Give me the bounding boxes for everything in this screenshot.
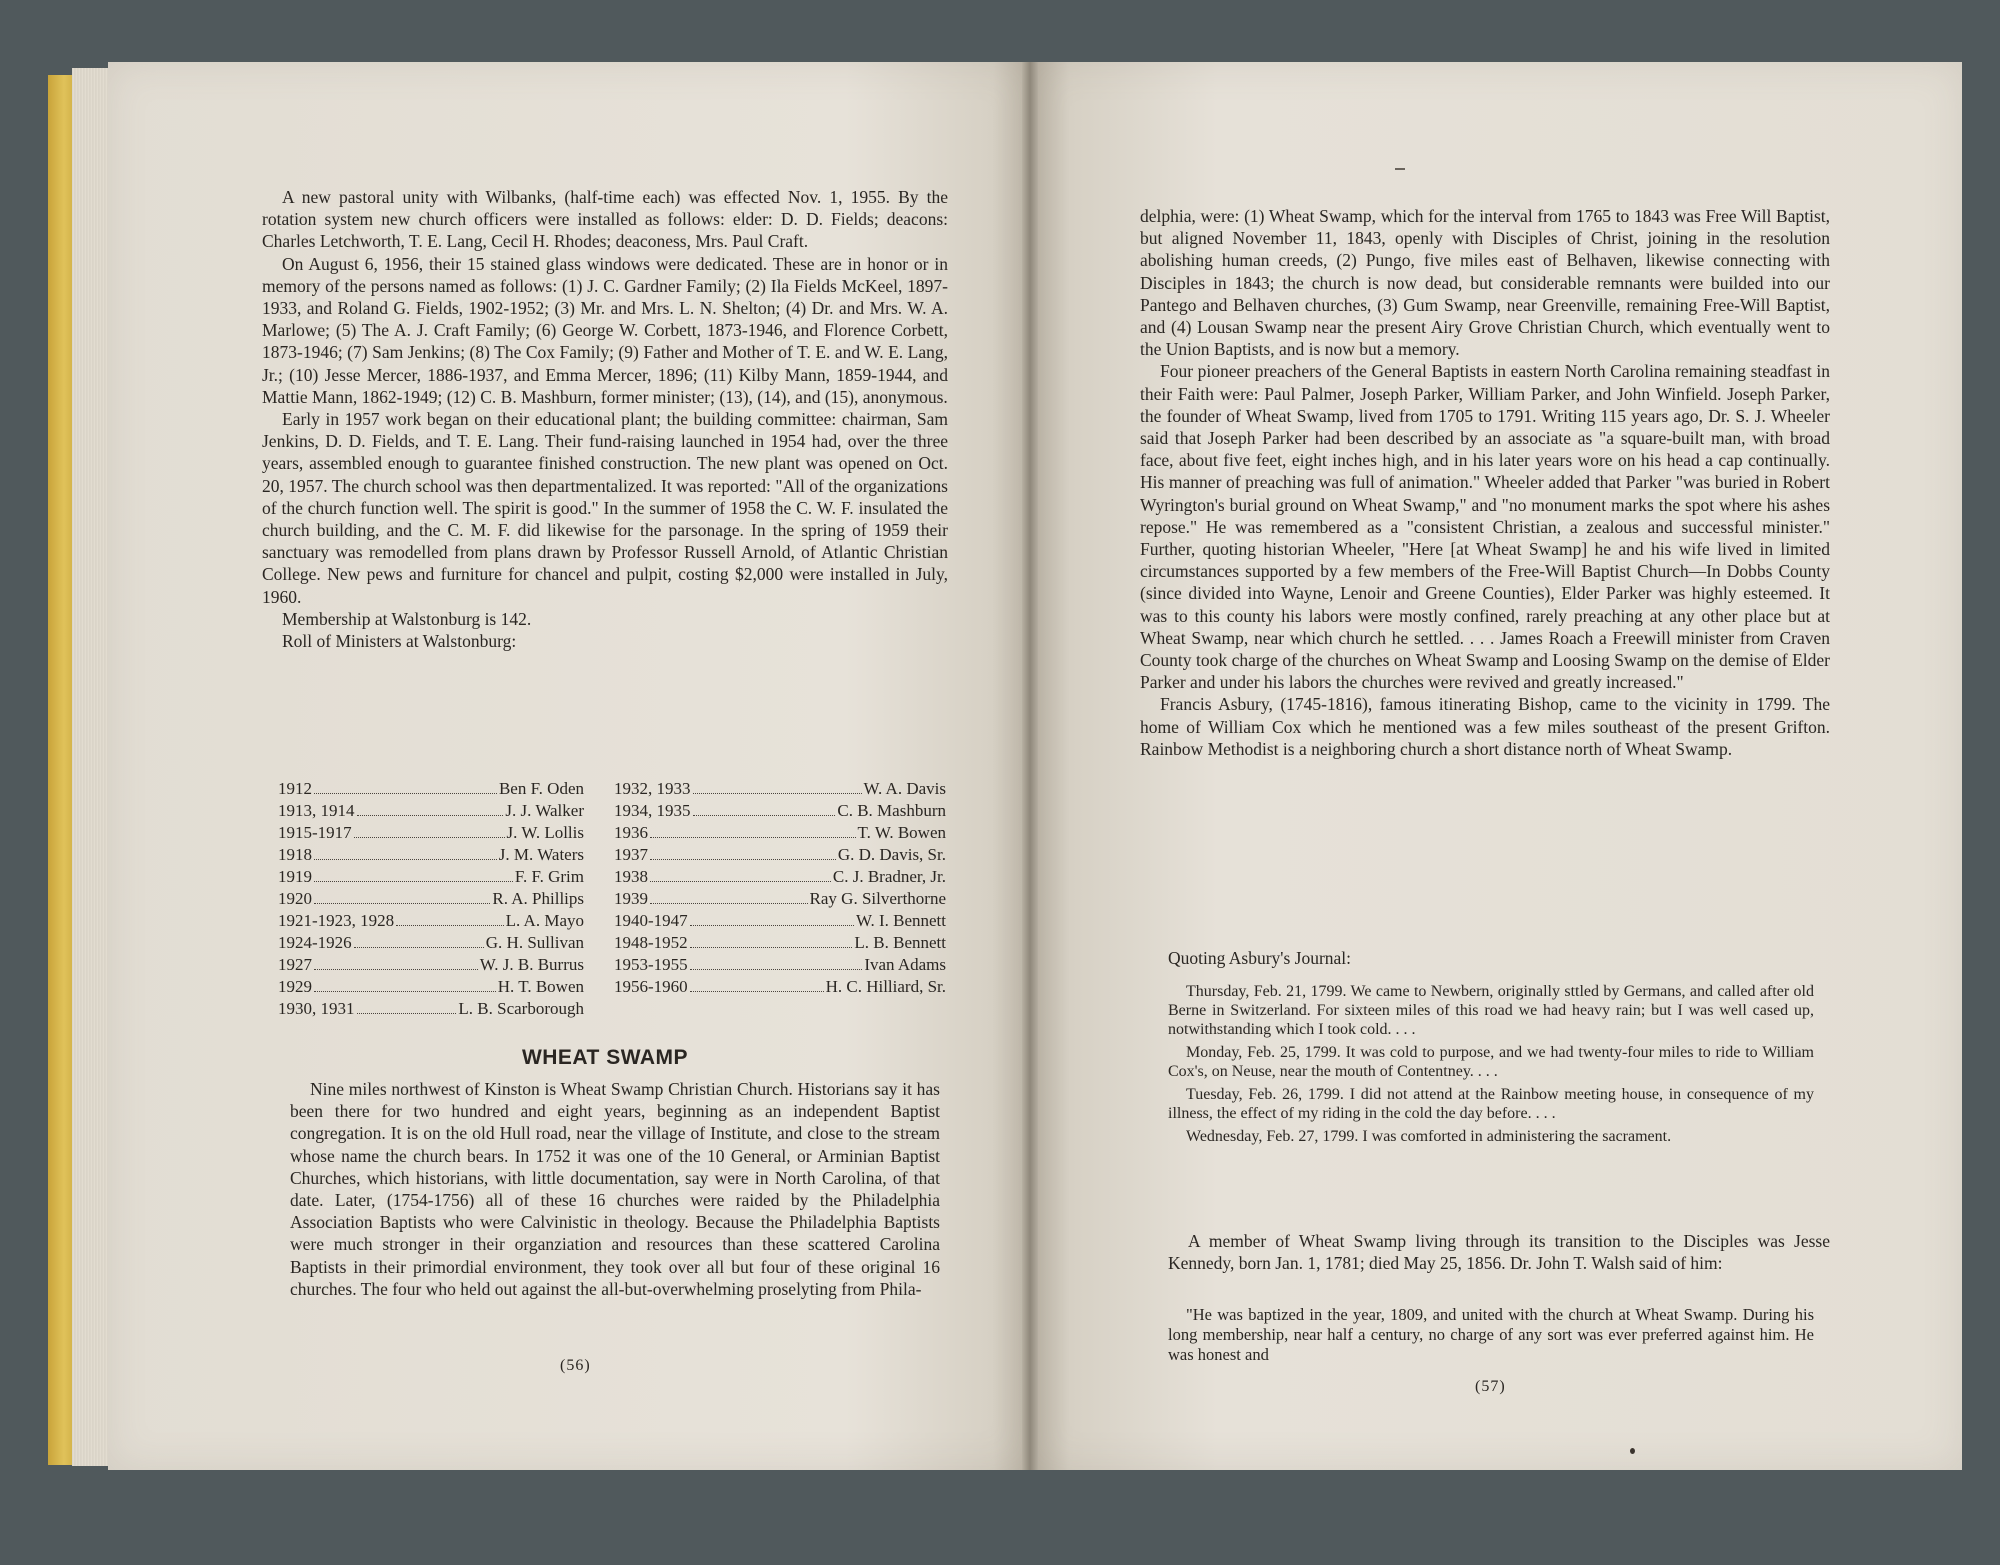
roll-minister: F. F. Grim [514, 867, 584, 886]
journal-entry: Thursday, Feb. 21, 1799. We came to Newbern, originally sttled by Germans, and called after old Berne in Switzerland. For sixteen miles of this road we had heavy rain; but I was well cased up, notwithstanding which I took cold. . . . [1168, 983, 1814, 1038]
roll-row [614, 954, 946, 976]
leader-dots [693, 793, 862, 794]
leader-dots [354, 947, 484, 948]
roll-minister: T. W. Bowen [857, 823, 946, 842]
roll-column-left [278, 778, 584, 1020]
leader-dots [690, 991, 824, 992]
roll-row [614, 844, 946, 866]
journal-entry: Monday, Feb. 25, 1799. It was cold to purpose, and we had twenty-four miles to ride to William Cox's, on Neuse, near the mouth of Contentney. . . . [1168, 1044, 1814, 1080]
roll-minister: C. J. Bradner, Jr. [832, 867, 946, 886]
roll-years: 1934, 1935 [614, 801, 691, 820]
roll-row [278, 998, 584, 1020]
roll-row [278, 866, 584, 888]
roll-row [278, 976, 584, 998]
paragraph: A new pastoral unity with Wilbanks, (half-time each) was effected Nov. 1, 1955. By the rotation system new church officers were installed as follows: elder: D. D. Fields; deacons: Charles Letchworth, T. E. Lang, Cecil H. Rhodes; deaconess, Mrs. Paul Craft. [262, 187, 948, 252]
paragraph: On August 6, 1956, their 15 stained glass windows were dedicated. These are in honor or in memory of the persons named as follows: (1) J. C. Gardner Family; (2) Ila Fields McKeel, 1897-1933, and Roland G. Fields, 1902-1952; (3) Mr. and Mrs. L. N. Shelton; (4) Dr. and Mrs. W. A. Marlowe; (5) The A. J. Craft Family; (6) George W. Corbett, 1873-1946, and Florence Corbett, 1873-1946; (7) Sam Jenkins; (8) The Cox Family; (9) Father and Mother of T. E. and W. E. Lang, Jr.; (10) Jesse Mercer, 1886-1937, and Emma Mercer, 1896; (11) Kilby Mann, 1859-1944, and Mattie Mann, 1862-1949; (12) C. B. Mashburn, former minister; (13), (14), and (15), anonymous. [262, 253, 948, 407]
roll-row [278, 822, 584, 844]
paragraph: Nine miles northwest of Kinston is Wheat Swamp Christian Church. Historians say it has been there for two hundred and eight years, beginning as an independent Baptist congregation. It is on the old Hull road, near the village of Institute, and close to the stream whose name the church bears. In 1752 it was one of the 10 General, or Arminian Baptist Churches, which historians, with little documentation, say were in North Carolina, of that date. Later, (1754-1756) all of these 16 churches were raided by the Philadelphia Association Baptists who were Calvinistic in theology. Because the Philadelphia Baptists were much stronger in their organziation and resources than these scattered Carolina Baptists in their primordial environment, they took over all but four of these original 16 churches. The four who held out against the all-but-overwhelming proselyting from Phila- [290, 1079, 940, 1299]
roll-years: 1937 [614, 845, 648, 864]
roll-years: 1912 [278, 779, 312, 798]
roll-minister: H. C. Hilliard, Sr. [825, 977, 946, 996]
leader-dots [650, 859, 836, 860]
roll-row [278, 932, 584, 954]
leader-dots [693, 815, 836, 816]
roll-minister: L. A. Mayo [505, 911, 584, 930]
leader-dots [396, 925, 503, 926]
leader-dots [650, 881, 831, 882]
roll-years: 1924-1926 [278, 933, 352, 952]
roll-minister: W. I. Bennett [855, 911, 946, 930]
roll-years: 1953-1955 [614, 955, 688, 974]
roll-minister: L. B. Bennett [854, 933, 946, 952]
roll-row [278, 910, 584, 932]
roll-years: 1915-1917 [278, 823, 352, 842]
paragraph: "He was baptized in the year, 1809, and united with the church at Wheat Swamp. During his long membership, near half a century, no charge of any sort was ever preferred against him. He was honest and [1168, 1305, 1814, 1364]
leader-dots [314, 991, 496, 992]
roll-row [614, 866, 946, 888]
roll-row [614, 778, 946, 800]
page-number: (57) [1475, 1378, 1506, 1395]
roll-row [278, 800, 584, 822]
roll-years: 1919 [278, 867, 312, 886]
roll-years: 1920 [278, 889, 312, 908]
roll-years: 1932, 1933 [614, 779, 691, 798]
roll-title: Roll of Ministers at Walstonburg: [282, 631, 517, 652]
roll-minister: J. J. Walker [505, 801, 584, 820]
page-number: (56) [560, 1357, 591, 1374]
leader-dots [314, 903, 490, 904]
leader-dots [357, 815, 504, 816]
roll-years: 1948-1952 [614, 933, 688, 952]
roll-years: 1936 [614, 823, 648, 842]
roll-minister: J. M. Waters [498, 845, 584, 864]
quoting-label: Quoting Asbury's Journal: [1168, 948, 1352, 968]
leader-dots [690, 925, 854, 926]
journal-excerpt [1168, 982, 1814, 1150]
roll-years: 1929 [278, 977, 312, 996]
book-gutter [1022, 62, 1038, 1470]
roll-years: 1938 [614, 867, 648, 886]
leader-dots [314, 969, 478, 970]
paragraph: Early in 1957 work began on their educational plant; the building committee: chairman, Sam Jenkins, D. D. Fields, and T. E. Lang. Their fund-raising launched in 1954 had, over the three years, assembled enough to guarantee finished construction. The new plant was opened on Oct. 20, 1957. The church school was then departmentalized. It was reported: "All of the organizations of the church function well. The spirit is good." In the summer of 1958 the C. W. F. insulated the church building, and the C. M. F. did likewise for the parsonage. In the spring of 1959 their sanctuary was remodelled from plans drawn by Professor Russell Arnold, of Atlantic Christian College. New pews and furniture for chancel and pulpit, costing $2,000 were installed in July, 1960. [262, 409, 948, 607]
leader-dots [354, 837, 505, 838]
roll-row [614, 932, 946, 954]
leader-dots [690, 947, 853, 948]
roll-minister: Ray G. Silverthorne [809, 889, 946, 908]
leader-dots [650, 903, 808, 904]
walsh-quote [1168, 1305, 1814, 1365]
roll-row [614, 822, 946, 844]
roll-years: 1940-1947 [614, 911, 688, 930]
paragraph: Francis Asbury, (1745-1816), famous itinerating Bishop, came to the vicinity in 1799. The home of William Cox which he mentioned was a few miles southeast of the present Grifton. Rainbow Methodist is a neighboring church a short distance north of Wheat Swamp. [1140, 694, 1830, 759]
roll-minister: G. H. Sullivan [485, 933, 584, 952]
roll-row [614, 976, 946, 998]
roll-minister: J. W. Lollis [506, 823, 584, 842]
wheat-swamp-text [290, 1078, 940, 1300]
roll-column-right [614, 778, 946, 998]
roll-minister: W. A. Davis [863, 779, 946, 798]
roll-years: 1939 [614, 889, 648, 908]
journal-entry: Tuesday, Feb. 26, 1799. I did not attend at the Rainbow meeting house, in consequence of my illness, the effect of my riding in the cold the day before. . . . [1168, 1086, 1814, 1122]
roll-row [278, 954, 584, 976]
roll-years: 1956-1960 [614, 977, 688, 996]
roll-minister: G. D. Davis, Sr. [837, 845, 946, 864]
paragraph: Membership at Walstonburg is 142. [282, 608, 532, 629]
page-stack [72, 68, 112, 1466]
roll-years: 1921-1923, 1928 [278, 911, 395, 930]
leader-dots [357, 1013, 457, 1014]
roll-row [278, 844, 584, 866]
roll-minister: Ben F. Oden [498, 779, 584, 798]
roll-row [614, 910, 946, 932]
roll-row [278, 888, 584, 910]
roll-minister: Ivan Adams [864, 955, 946, 974]
roll-years: 1927 [278, 955, 312, 974]
leader-dots [314, 859, 497, 860]
leader-dots [314, 881, 513, 882]
paragraph: A member of Wheat Swamp living through its transition to the Disciples was Jesse Kennedy, born Jan. 1, 1781; died May 25, 1856. Dr. John T. Walsh said of him: [1168, 1231, 1830, 1274]
roll-years: 1913, 1914 [278, 801, 355, 820]
roll-row [614, 800, 946, 822]
leader-dots [314, 793, 497, 794]
journal-entry: Wednesday, Feb. 27, 1799. I was comforted in administering the sacrament. [1186, 1128, 1672, 1145]
roll-minister: W. J. B. Burrus [479, 955, 584, 974]
section-heading: WHEAT SWAMP [521, 1046, 689, 1069]
roll-years: 1918 [278, 845, 312, 864]
stray-mark [1395, 168, 1405, 170]
roll-years: 1930, 1931 [278, 999, 355, 1018]
ink-dot [1630, 1448, 1635, 1454]
right-page-text [1140, 205, 1830, 760]
roll-minister: L. B. Scarborough [458, 999, 584, 1018]
member-text [1168, 1230, 1830, 1274]
leader-dots [650, 837, 856, 838]
roll-minister: C. B. Mashburn [837, 801, 946, 820]
leader-dots [690, 969, 863, 970]
paragraph: delphia, were: (1) Wheat Swamp, which for the interval from 1765 to 1843 was Free Will Baptist, but aligned November 11, 1843, openly with Disciples of Christ, joining in the resolution abolishing human creeds, (2) Pungo, five miles east of Belhaven, likewise connecting with Disciples in 1843; the church is now dead, but considerable remnants were builded into our Pantego and Belhaven churches, (3) Gum Swamp, near Greenville, remaining Free-Will Baptist, and (4) Lousan Swamp near the present Airy Grove Christian Church, which eventually went to the Union Baptists, and is now but a memory. [1140, 206, 1830, 360]
roll-minister: H. T. Bowen [497, 977, 584, 996]
roll-row [278, 778, 584, 800]
roll-row [614, 888, 946, 910]
roll-minister: R. A. Phillips [492, 889, 584, 908]
paragraph: Four pioneer preachers of the General Baptists in eastern North Carolina remaining steadfast in their Faith were: Paul Palmer, Joseph Parker, William Parker, and John Winfield. Joseph Parker, the founder of Wheat Swamp, lived from 1705 to 1791. Writing 115 years ago, Dr. S. J. Wheeler said that Joseph Parker had been described by an associate as "a square-built man, with broad face, about five feet, eight inches high, and in his later years wore on his head a cap continually. His manner of preaching was full of animation." Wheeler added that Parker "was buried in Robert Wyrington's burial ground on Wheat Swamp," and "no monument marks the spot where his ashes repose." He was remembered as a "consistent Christian, a zealous and successful minister." Further, quoting historian Wheeler, "Here [at Wheat Swamp] he and his wife lived in limited circumstances supported by a few members of the Free-Will Baptist Church—In Dobbs County (since divided into Wayne, Lenoir and Greene Counties), Elder Parker was highly esteemed. It was to this county his labors were mostly confined, rarely preaching at any other place but at Wheat Swamp, near which church he settled. . . . James Roach a Freewill minister from Craven County took charge of the churches on Wheat Swamp and Loosing Swamp on the demise of Elder Parker and under his labors the churches were revived and greatly increased." [1140, 361, 1830, 693]
left-page-text [262, 186, 948, 652]
